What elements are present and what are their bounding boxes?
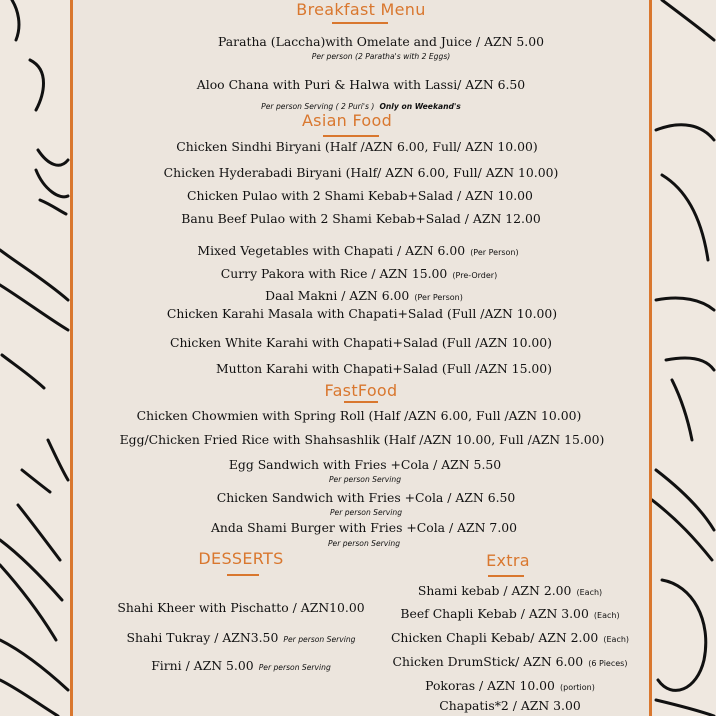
extra-item-3-suffix: (Each) — [603, 635, 630, 644]
left-decorative-border — [0, 0, 70, 716]
extra-item-5-suffix: (portion) — [560, 683, 595, 692]
extra-item-4-suffix: (6 Pieces) — [588, 659, 628, 668]
asian-item-7-name: Daal Makni / AZN 6.00 — [265, 288, 410, 303]
extra-item-5-name: Pokoras / AZN 10.00 — [425, 678, 555, 693]
breakfast-heading: Breakfast Menu — [296, 0, 426, 19]
fastfood-item-4: Chicken Sandwich with Fries +Cola / AZN 6.50 — [216, 490, 516, 505]
extra-item-6: Chapatis*2 / AZN 3.00 — [439, 698, 581, 713]
fastfood-item-1: Chicken Chowmien with Spring Roll (Half /AZN 6.00, Full /AZN 10.00) — [136, 408, 582, 423]
extra-item-1 — [418, 582, 602, 598]
desserts-item-3-suffix: Per person Serving — [258, 663, 331, 672]
extra-item-3 — [391, 629, 629, 645]
asian-item-7-suffix: (Per Person) — [414, 293, 463, 302]
desserts-item-2 — [126, 629, 355, 645]
asian-item-10: Mutton Karahi with Chapati+Salad (Full /AZN 15.00) — [216, 361, 552, 376]
fastfood-item-3-note: Per person Serving — [328, 475, 402, 484]
asian-item-1: Chicken Sindhi Biryani (Half /AZN 6.00, Full/ AZN 10.00) — [176, 139, 538, 154]
asian-item-7 — [265, 287, 463, 303]
fastfood-item-3: Egg Sandwich with Fries +Cola / AZN 5.50 — [228, 457, 502, 472]
extra-item-2-name: Beef Chapli Kebab / AZN 3.00 — [400, 606, 589, 621]
fastfood-item-5-note: Per person Serving — [327, 539, 401, 548]
breakfast-underline — [332, 22, 388, 24]
extra-item-1-name: Shami kebab / AZN 2.00 — [417, 583, 572, 598]
extra-item-3-name: Chicken Chapli Kebab/ AZN 2.00 — [390, 630, 599, 645]
breakfast-item-2-note-row — [261, 96, 461, 112]
extra-item-4-name: Chicken DrumStick/ AZN 6.00 — [392, 654, 584, 669]
asian-heading: Asian Food — [301, 111, 393, 130]
asian-item-5-name: Mixed Vegetables with Chapati / AZN 6.00 — [197, 243, 466, 258]
extra-item-2-suffix: (Each) — [593, 611, 620, 620]
asian-item-3: Chicken Pulao with 2 Shami Kebab+Salad / AZN 10.00 — [187, 188, 533, 203]
fastfood-heading: FastFood — [324, 381, 398, 400]
fastfood-item-2: Egg/Chicken Fried Rice with Shahsashlik (Half /AZN 10.00, Full /AZN 15.00) — [119, 432, 605, 447]
desserts-item-2-suffix: Per person Serving — [283, 635, 356, 644]
asian-underline — [323, 135, 379, 137]
desserts-item-3 — [151, 657, 331, 673]
breakfast-item-2-note-bold: Only on Weekand's — [379, 102, 461, 111]
right-decorative-border — [652, 0, 716, 716]
extra-heading: Extra — [486, 551, 530, 570]
fastfood-item-5: Anda Shami Burger with Fries +Cola / AZN 7.00 — [210, 520, 518, 535]
desserts-underline — [227, 574, 259, 576]
asian-item-6-name: Curry Pakora with Rice / AZN 15.00 — [220, 266, 448, 281]
extra-item-1-suffix: (Each) — [576, 588, 603, 597]
asian-item-6-suffix: (Pre-Order) — [452, 271, 498, 280]
breakfast-item-1-note: Per person (2 Paratha's with 2 Eggs) — [311, 52, 451, 61]
breakfast-item-2-note: Per person Serving ( 2 Puri's ) — [261, 102, 375, 111]
desserts-item-1: Shahi Kheer with Pischatto / AZN10.00 — [117, 600, 365, 615]
asian-item-5 — [197, 242, 518, 258]
breakfast-item-1: Paratha (Laccha)with Omelate and Juice / AZN 5.00 — [218, 34, 544, 49]
asian-item-5-suffix: (Per Person) — [470, 248, 519, 257]
breakfast-item-2: Aloo Chana with Puri & Halwa with Lassi/ AZN 6.50 — [196, 77, 526, 92]
desserts-heading: DESSERTS — [198, 549, 284, 568]
extra-underline — [488, 575, 524, 577]
asian-item-9: Chicken White Karahi with Chapati+Salad (Full /AZN 10.00) — [169, 335, 553, 350]
desserts-item-2-name: Shahi Tukray / AZN3.50 — [126, 630, 279, 645]
fastfood-underline — [344, 401, 378, 403]
extra-item-5 — [425, 677, 595, 693]
desserts-item-3-name: Firni / AZN 5.00 — [151, 658, 254, 673]
asian-item-8: Chicken Karahi Masala with Chapati+Salad (Full /AZN 10.00) — [166, 306, 558, 321]
extra-item-2 — [400, 605, 619, 621]
asian-item-6 — [221, 265, 497, 281]
asian-item-2: Chicken Hyderabadi Biryani (Half/ AZN 6.00, Full/ AZN 10.00) — [163, 165, 559, 180]
extra-item-4 — [393, 653, 628, 669]
fastfood-item-4-note: Per person Serving — [329, 508, 403, 517]
asian-item-4: Banu Beef Pulao with 2 Shami Kebab+Salad / AZN 12.00 — [181, 211, 541, 226]
